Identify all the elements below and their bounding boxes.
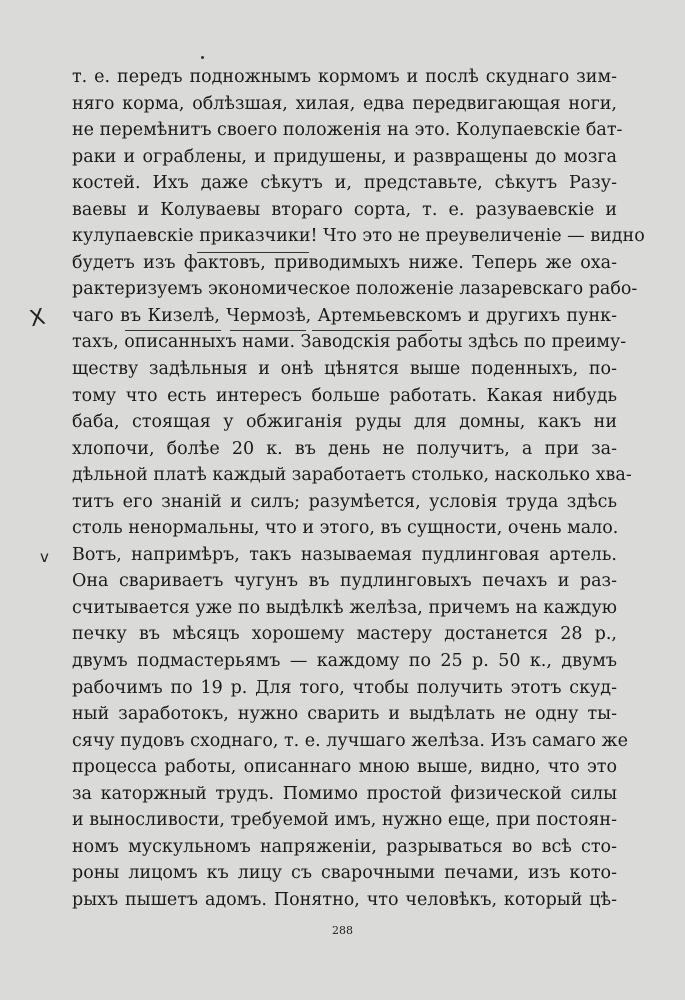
text-line: баба, стоящая у обжиганія руды для домны, какъ ни [72, 412, 617, 433]
text-line: будетъ изъ фактовъ, приводимыхъ ниже. Теперь же оха- [72, 252, 617, 273]
text-line: титъ его знаній и силъ; разумѣется, условія труда здѣсь [72, 491, 617, 512]
text-line: дѣльной платѣ каждый заработаетъ столько, насколько хва- [72, 465, 632, 486]
text-line: за каторжный трудъ. Помимо простой физической силы [72, 783, 617, 804]
text-line: считывается уже по выдѣлкѣ желѣза, причемъ на каждую [72, 597, 617, 618]
body-text [72, 64, 645, 914]
text-line: рактеризуемъ экономическое положеніе лазаревскаго рабо- [72, 279, 638, 300]
text-line: т. е. передъ подножнымъ кормомъ и послѣ скуднаго зим- [72, 67, 617, 87]
text-line: не перемѣнитъ своего положенія на это. Колупаевскіе бат- [72, 120, 623, 141]
text-line: Вотъ, напримѣръ, такъ называемая пудлинговая артель. [72, 544, 617, 565]
text-line: столь ненормальны, что и этого, въ сущности, очень мало. [72, 518, 619, 539]
ink-speck [201, 56, 204, 59]
text-line: ный заработокъ, нужно сварить и выдѣлать не одну ты- [72, 704, 617, 725]
margin-check-mark: v [40, 548, 49, 566]
text-line: кулупаевскіе приказчики! Что это не преувеличеніе — видно [72, 226, 645, 247]
margin-x-mark: Х [27, 304, 48, 333]
text-line: хлопочи, болѣе 20 к. въ день не получитъ, а при за- [72, 438, 617, 459]
text-line: тахъ, описанныхъ нами. Заводскія работы здѣсь по преиму- [72, 332, 627, 353]
text-line: сячу пудовъ сходнаго, т. е. лучшаго желѣза. Изъ самаго же [72, 730, 628, 751]
text-line: рабочимъ по 19 р. Для того, чтобы получить этотъ скуд- [72, 677, 617, 698]
pencil-underline [230, 330, 306, 331]
page-number: 288 [332, 924, 353, 937]
text-line: ществу задѣльныя и онѣ цѣнятся выше поденныхъ, по- [72, 359, 617, 380]
text-line: раки и ограблены, и придушены, и развращены до мозга [72, 146, 617, 167]
text-line: и выносливости, требуемой имъ, нужно еще, при постоян- [72, 810, 617, 831]
text-line: чаго въ Кизелѣ, Чермозѣ, Артемьевскомъ и другихъ пунк- [72, 305, 617, 326]
text-line: роны лицомъ къ лицу съ сварочными печами, изъ кото- [72, 863, 617, 884]
text-line: номъ мускульномъ напряженіи, разрываться во всѣ сто- [72, 836, 617, 857]
text-line: ваевы и Колуваевы втораго сорта, т. е. разуваевскіе и [72, 199, 617, 220]
text-line: тому что есть интересъ больше работать. Какая нибудь [72, 385, 617, 406]
text-line: Она свариваетъ чугунъ въ пудлинговыхъ печахъ и раз- [72, 571, 617, 592]
text-line: двумъ подмастерьямъ — каждому по 25 р. 50 к., двумъ [72, 651, 617, 672]
pencil-underline [125, 330, 221, 331]
text-line: няго корма, облѣзшая, хилая, едва передвигающая ноги, [72, 93, 617, 114]
text-line: печку въ мѣсяцъ хорошему мастеру достанется 28 р., [72, 624, 617, 645]
pencil-underline [312, 330, 432, 331]
text-line: костей. Ихъ даже сѣкутъ и, представьте, сѣкутъ Разу- [72, 173, 617, 194]
text-line: процесса работы, описаннаго мною выше, видно, что это [72, 757, 617, 778]
pencil-underline [197, 252, 309, 253]
text-line: рыхъ пышетъ адомъ. Понятно, что человѣкъ, который цѣ- [72, 889, 617, 910]
